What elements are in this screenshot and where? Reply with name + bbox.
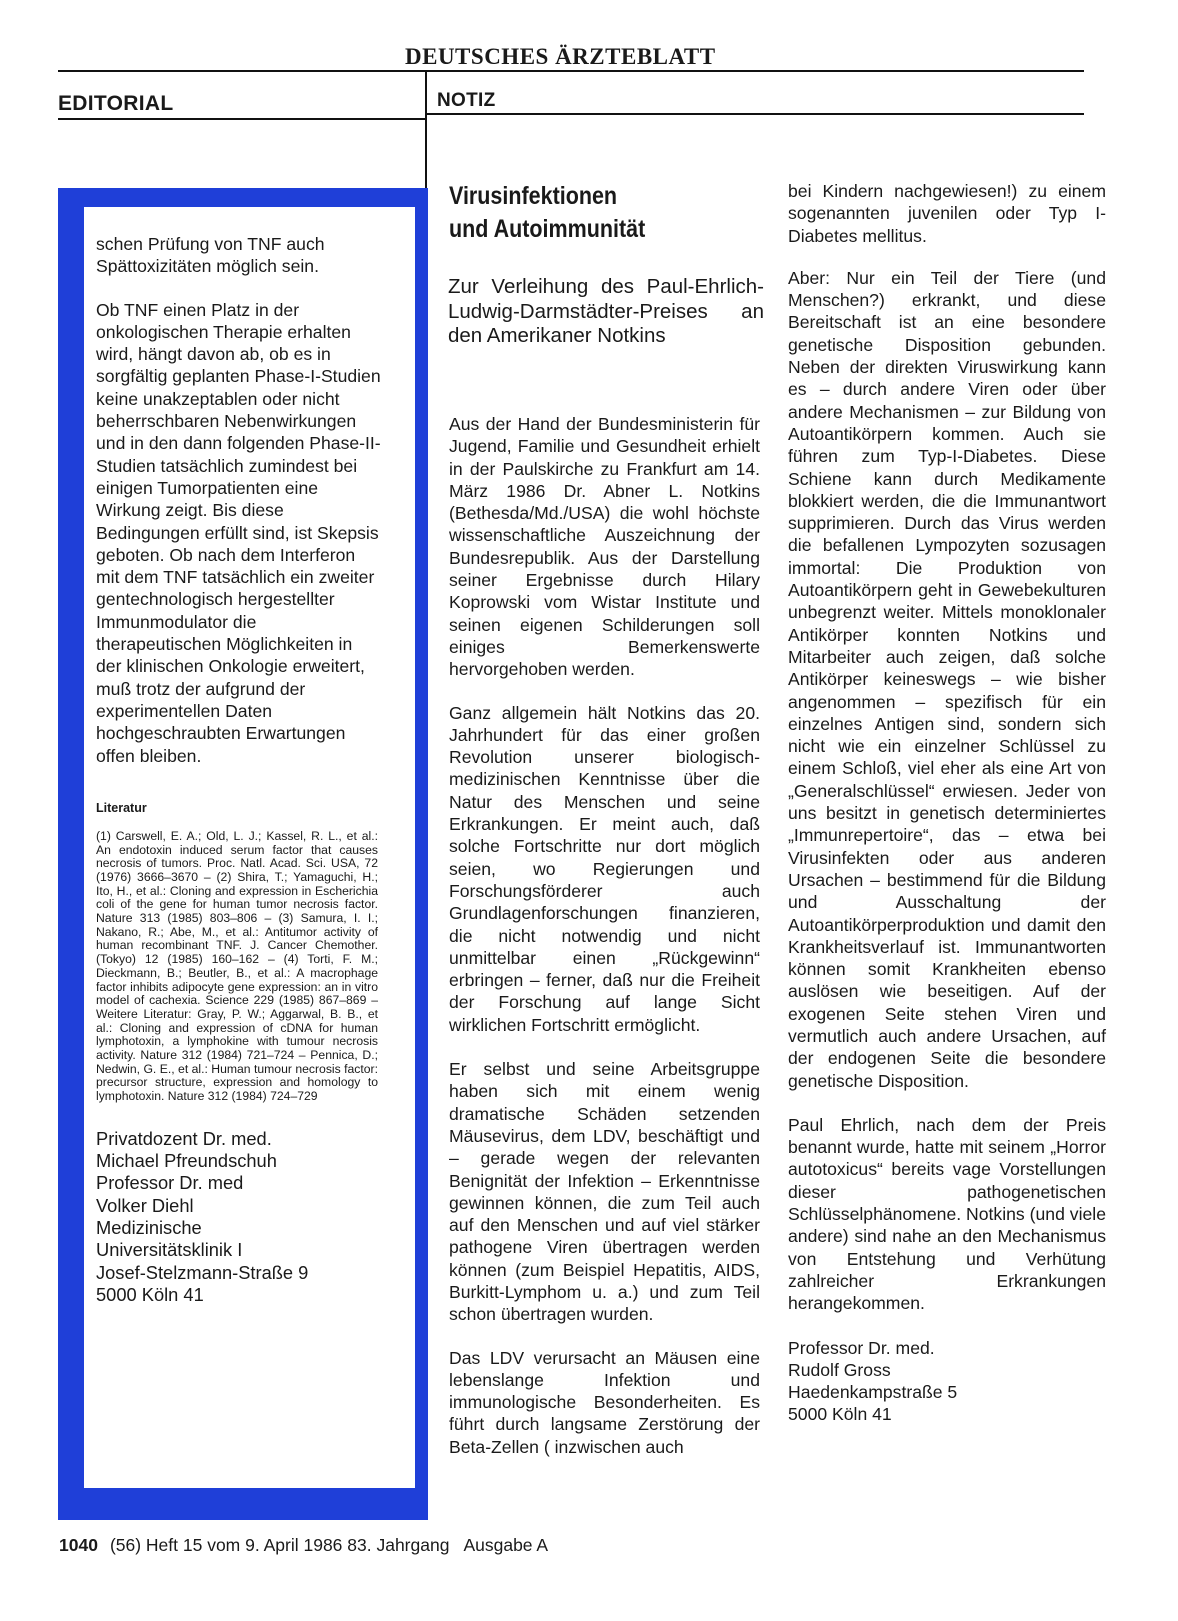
literature-heading: Literatur (96, 800, 147, 815)
article-paragraph: bei Kindern nachgewiesen!) zu einem sogenannten juvenilen oder Typ I-Diabetes mellitus. (788, 181, 1106, 246)
author-line: Volker Diehl (96, 1194, 194, 1216)
author-line: Michael Pfreundschuh (96, 1150, 277, 1172)
author-line: Rudolf Gross (788, 1359, 891, 1380)
journal-masthead: DEUTSCHES ÄRZTEBLATT (405, 44, 716, 69)
edition-info: Ausgabe A (463, 1535, 549, 1555)
author-line: Universitätsklinik I (96, 1239, 243, 1261)
editorial-author (96, 1128, 381, 1306)
notiz-column-1 (449, 413, 760, 1458)
article-subtitle: Zur Verleihung des Paul-Ehrlich-Ludwig-Darmstädter-Preises an den Amerikaner Notkins (448, 275, 764, 347)
literature-text: (1) Carswell, E. A.; Old, L. J.; Kassel, R. L., et al.: An endotoxin induced serum factor that causes necrosis of tumors. Proc. Natl. Acad. Sci. USA, 72 (1976) 3666–3670 – (2) Shira, T.; Yamaguchi, H.; Ito, H., et al.: Cloning and expression in Escherichia coli of the gene for human tumor necrosis factor. Nature 313 (1985) 803–806 – (3) Samura, I. I.; Nakano, R.; Abe, M., et al.: Antitumor activity of human recombinant TNF. J. Cancer Chemother. (Tokyo) 12 (1985) 160–162 – (4) Torti, F. M.; Dieckmann, B.; Beutler, B., et al.: A macrophage factor inhibits adipocyte gene expression: an in vitro model of cachexia. Science 229 (1985) 867–869 – Weitere Literatur: Gray, P. W.; Aggarwal, B. B., et al.: Cloning and expression of cDNA for human lymphotoxin, a lymphokine with tumour necrosis activity. Nature 312 (1984) 721–724 – Pennica, D.; Nedwin, G. E., et al.: Human tumour necrosis factor: precursor structure, expression and homology to lymphotoxin. Nature 312 (1984) 724–729 (96, 828, 378, 1104)
editorial-paragraph: schen Prüfung von TNF auch Spättoxizitäten möglich sein. (96, 234, 325, 277)
editorial-column (96, 233, 381, 1306)
section-rule-right (426, 113, 1084, 115)
article-paragraph: Er selbst und seine Arbeitsgruppe haben sich mit einem wenig dramatische Schäden setzenden Mäusevirus, dem LDV, beschäftigt und – gerade wegen der relevanten Benignität der Infektion – Erkenntnisse gewinnen können, die zum Teil auch auf den Menschen und auf viel stärker pathogene Viren übertragen werden können (zum Beispiel Hepatitis, AIDS, Burkitt-Lymphom u. a.) und zum Teil schon übertragen wurden. (449, 1059, 760, 1325)
article-title (449, 180, 707, 246)
author-line: 5000 Köln 41 (788, 1404, 892, 1425)
author-line: Josef-Stelzmann-Straße 9 (96, 1261, 309, 1283)
article-paragraph: Das LDV verursacht an Mäusen eine lebenslange Infektion und immunologische Besonderheiten. Es führt durch langsame Zerstörung der Beta-Zellen ( inzwischen auch (449, 1347, 760, 1457)
masthead-rule (58, 70, 1084, 72)
article-title-line: und Autoimmunität (449, 215, 646, 243)
author-line: 5000 Köln 41 (96, 1283, 204, 1305)
notiz-column-2 (788, 180, 1106, 1426)
section-rule-left (58, 118, 426, 120)
section-label-notiz: NOTIZ (437, 90, 496, 111)
article-title-line: Virusinfektionen (449, 182, 618, 210)
article-paragraph: Aber: Nur ein Teil der Tiere (und Menschen?) erkrankt, und diese Bereitschaft ist an eine besondere genetische Disposition gebunden. Neben der direkten Viruswirkung kann es – durch andere Viren oder über andere Mechanismen – zur Bildung von Autoantikörpern kommen. Auch sie führen zum Typ-I-Diabetes. Diese Schiene kann durch Medikamente blokkiert werden, die die Immunantwort supprimieren. Durch das Virus werden die befallenen Lympozyten sozusagen immortal: Die Produktion von Autoantikörpern geht in Gewebekulturen unbegrenzt weiter. Mittels monoklonaler Antikörper konnten Notkins und Mitarbeiter auch zeigen, daß solche Antikörper keineswegs – wie bisher angenommen – spezifisch für ein einzelnes Antigen sind, sondern sich nicht wie ein einzelner Schlüssel zu einem Schloß, viel eher als eine Art von „Generalschlüssel“ erwiesen. Jeder von uns besitzt in genetisch determiniertes „Immunrepertoire“, das – etwa bei Virusinfekten oder aus anderen Ursachen – bestimmend für die Bildung und Ausschaltung der Autoantikörperproduktion und damit den Krankheitsverlauf ist. Immunantworten können somit Krankheiten ebenso auslösen wie beseitigen. Auf der exogenen Seite stehen Viren und vermutlich auch andere Ursachen, auf der endogenen Seite die besondere genetische Disposition. (788, 267, 1106, 1091)
editorial-paragraph: Ob TNF einen Platz in der onkologischen Therapie erhalten wird, hängt davon ab, ob es in sorgfältig geplanten Phase-I-Studien keine unakzeptablen oder nicht beherrschbaren Nebenwirkungen und in den dann folgenden Phase-II-Studien tatsächlich zumindest bei einigen Tumorpatienten eine Wirkung zeigt. Bis diese Bedingungen erfüllt sind, ist Skepsis geboten. Ob nach dem Interferon mit dem TNF tatsächlich ein zweiter gentechnologisch hergestellter Immunmodulator die therapeutischen Möglichkeiten in der klinischen Onkologie erweitert, muß trotz der aufgrund der experimentellen Daten hochgeschraubten Erwartungen offen bleiben. (96, 299, 381, 766)
article-paragraph: Aus der Hand der Bundesministerin für Jugend, Familie und Gesundheit erhielt in der Paulskirche zu Frankfurt am 14. März 1986 Dr. Abner L. Notkins (Bethesda/Md./USA) die wohl höchste wissenschaftliche Auszeichnung der Bundesrepublik. Aus der Darstellung seiner Ergebnisse durch Hilary Koprowski vom Wistar Institute und seinen eigenen Schilderungen soll einiges Bemerkenswerte hervorgehoben werden. (449, 414, 760, 680)
author-line: Professor Dr. med. (788, 1337, 935, 1358)
author-line: Medizinische (96, 1217, 202, 1239)
page-number: 1040 (59, 1535, 98, 1555)
author-line: Haedenkampstraße 5 (788, 1382, 958, 1403)
section-label-editorial: EDITORIAL (58, 92, 174, 115)
author-line: Professor Dr. med (96, 1172, 244, 1194)
notiz-author (788, 1337, 1106, 1426)
article-paragraph: Ganz allgemein hält Notkins das 20. Jahrhundert für das einer großen Revolution unserer biologisch-medizinischen Kenntnisse über die Natur des Menschen und seine Erkrankungen. Er meint auch, daß solche Fortschritte nur dort möglich seien, wo Regierungen und Forschungsförderer auch Grundlagenforschungen finanzieren, die nicht notwendig und nicht unmittelbar einen „Rückgewinn“ erbringen – ferner, daß nur die Freiheit der Forschung auf lange Sicht wirklichen Fortschritt ermöglicht. (449, 702, 760, 1035)
author-line: Privatdozent Dr. med. (96, 1127, 272, 1149)
article-paragraph: Paul Ehrlich, nach dem der Preis benannt wurde, hatte mit seinem „Horror autotoxicus“ bereits vage Vorstellungen dieser pathogenetischen Schlüsselphänomene. Notkins (und viele andere) sind nahe an den Mechanismus von Entstehung und Verhütung zahlreicher Erkrankungen herangekommen. (788, 1114, 1106, 1314)
page-footer (59, 1535, 548, 1556)
issue-info: (56) Heft 15 vom 9. April 1986 83. Jahrgang (109, 1535, 450, 1555)
